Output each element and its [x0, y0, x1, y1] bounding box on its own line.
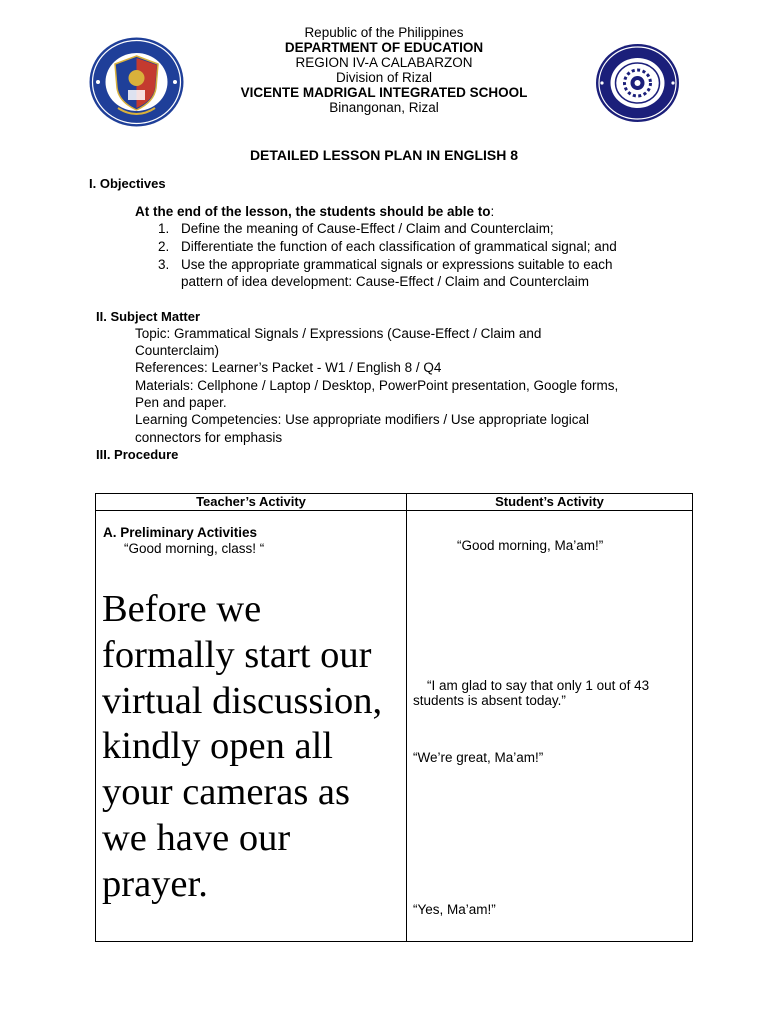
student-column-header: Student’s Activity: [407, 494, 693, 511]
student-response-great: “We’re great, Ma’am!”: [413, 750, 544, 765]
subject-line: Topic: Grammatical Signals / Expressions (Cause-Effect / Claim and: [135, 326, 542, 341]
page-title: DETAILED LESSON PLAN IN ENGLISH 8: [249, 147, 519, 163]
objectives-heading: I. Objectives: [89, 176, 166, 191]
objective-text: Differentiate the function of each classification of grammatical signal; and: [181, 239, 617, 254]
subject-line: connectors for emphasis: [135, 430, 283, 445]
teacher-column-header: Teacher’s Activity: [96, 494, 407, 511]
objective-text: Define the meaning of Cause-Effect / Claim and Counterclaim;: [181, 221, 554, 236]
objectives-intro-text: At the end of the lesson, the students should be able to: [135, 204, 491, 219]
student-greeting: “Good morning, Ma’am!”: [457, 538, 604, 553]
student-cell: [407, 511, 693, 942]
student-response-yes: “Yes, Ma’am!”: [413, 902, 496, 917]
objective-item: [158, 238, 169, 256]
republic-line: Republic of the Philippines: [304, 25, 464, 40]
town-line: Binangonan, Rizal: [329, 100, 439, 115]
department-line: DEPARTMENT OF EDUCATION: [284, 40, 484, 55]
subject-matter-heading: II. Subject Matter: [96, 309, 201, 324]
subject-line: Counterclaim): [135, 343, 220, 358]
objective-number: 3.: [158, 257, 170, 272]
objective-text-continued: pattern of idea development: Cause-Effect / Claim and Counterclaim: [181, 274, 589, 289]
school-name: VICENTE MADRIGAL INTEGRATED SCHOOL: [240, 85, 528, 100]
teacher-greeting: “Good morning, class! “: [124, 541, 265, 556]
objective-text: Use the appropriate grammatical signals or expressions suitable to each: [181, 257, 613, 272]
objective-number: 2.: [158, 239, 170, 254]
table-header-row: [96, 494, 693, 511]
table-row: [96, 511, 693, 942]
student-absence-report-continued: students is absent today.”: [413, 693, 566, 708]
region-line: REGION IV-A CALABARZON: [295, 55, 473, 70]
objectives-intro: [135, 203, 494, 221]
activity-table: [95, 493, 693, 942]
objective-item: [158, 220, 169, 238]
preliminary-activities-heading: A. Preliminary Activities: [103, 525, 258, 540]
teacher-instruction: Before we formally start our virtual discussion, kindly open all your cameras as we have our prayer.: [102, 588, 383, 905]
division-line: Division of Rizal: [335, 70, 433, 85]
subject-line: Pen and paper.: [135, 395, 227, 410]
student-absence-report: “I am glad to say that only 1 out of 43: [427, 678, 650, 693]
objectives-intro-colon: :: [490, 204, 495, 219]
teacher-cell: [96, 511, 407, 942]
subject-line: Materials: Cellphone / Laptop / Desktop, PowerPoint presentation, Google forms,: [135, 378, 619, 393]
subject-line: References: Learner’s Packet - W1 / English 8 / Q4: [135, 360, 442, 375]
procedure-heading: III. Procedure: [96, 447, 179, 462]
subject-line: Learning Competencies: Use appropriate modifiers / Use appropriate logical: [135, 412, 589, 427]
objective-number: 1.: [158, 221, 170, 236]
objective-item: [158, 256, 169, 274]
